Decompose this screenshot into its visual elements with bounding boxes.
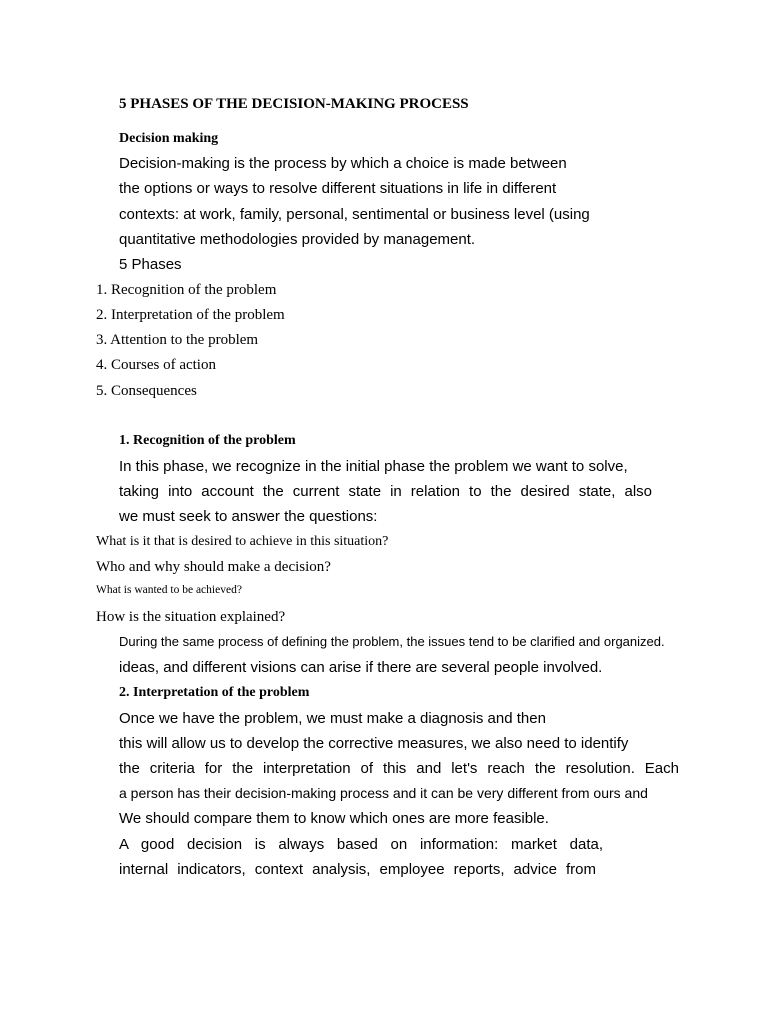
list-item: 2. Interpretation of the problem	[96, 307, 285, 323]
paragraph-line: ideas, and different visions can arise if there are several people involved.	[119, 659, 603, 676]
question-line: How is the situation explained?	[96, 609, 286, 625]
paragraph-line: we must seek to answer the questions:	[119, 508, 378, 525]
section-heading-interpretation: 2. Interpretation of the problem	[119, 685, 310, 700]
phases-label: 5 Phases	[119, 256, 182, 273]
paragraph-line: a person has their decision-making process and it can be very different from ours and	[119, 785, 648, 801]
paragraph-line: Once we have the problem, we must make a diagnosis and then	[119, 710, 546, 727]
paragraph-line: this will allow us to develop the corrective measures, we also need to identify	[119, 735, 629, 752]
paragraph-line: taking into account the current state in relation to the desired state, also	[119, 483, 652, 500]
section-heading-recognition: 1. Recognition of the problem	[119, 433, 296, 448]
paragraph-line: contexts: at work, family, personal, sentimental or business level (using	[119, 206, 590, 223]
paragraph-line: quantitative methodologies provided by management.	[119, 231, 476, 248]
paragraph-line: We should compare them to know which ones are more feasible.	[119, 810, 549, 827]
section-heading-decision-making: Decision making	[119, 131, 219, 146]
question-line: Who and why should make a decision?	[96, 559, 331, 575]
paragraph-line: In this phase, we recognize in the initial phase the problem we want to solve,	[119, 458, 628, 475]
list-item: 5. Consequences	[96, 383, 197, 399]
paragraph-line: During the same process of defining the problem, the issues tend to be clarified and organized.	[119, 634, 665, 649]
paragraph-line: internal indicators, context analysis, employee reports, advice from	[119, 861, 596, 878]
paragraph-line: Decision-making is the process by which a choice is made between	[119, 155, 567, 172]
list-item: 1. Recognition of the problem	[96, 282, 277, 298]
list-item: 3. Attention to the problem	[96, 332, 259, 348]
question-line: What is wanted to be achieved?	[96, 584, 242, 596]
list-item: 4. Courses of action	[96, 357, 216, 373]
paragraph-line: A good decision is always based on information: market data,	[119, 836, 603, 853]
question-line: What is it that is desired to achieve in this situation?	[96, 534, 389, 549]
document-title: 5 PHASES OF THE DECISION-MAKING PROCESS	[119, 96, 469, 112]
paragraph-line: the criteria for the interpretation of this and let's reach the resolution. Each	[119, 760, 679, 777]
paragraph-line: the options or ways to resolve different situations in life in different	[119, 180, 557, 197]
